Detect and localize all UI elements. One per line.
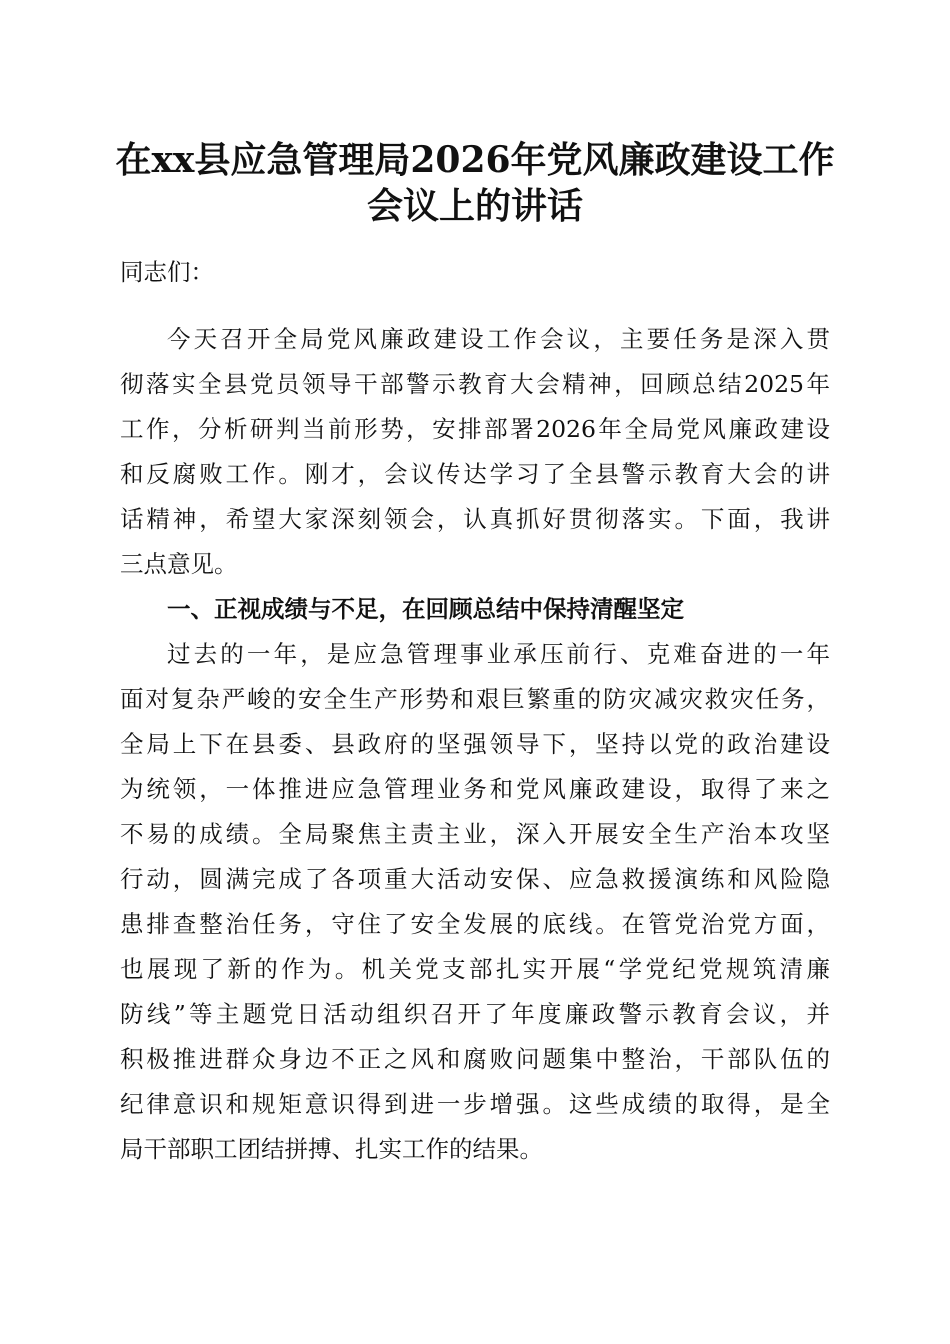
salutation: 同志们： xyxy=(120,258,214,286)
paragraph-1-line: 和反腐败工作。刚才，会议传达学习了全县警示教育大会的讲 xyxy=(120,460,830,488)
paragraph-2-line: 为统领，一体推进应急管理业务和党风廉政建设，取得了来之 xyxy=(120,775,830,803)
paragraph-1-line: 三点意见。 xyxy=(120,550,238,578)
paragraph-1-line: 工作，分析研判当前形势，安排部署2026年全局党风廉政建设 xyxy=(120,415,830,443)
paragraph-2-line: 局干部职工团结拼搏、扎实工作的结果。 xyxy=(120,1135,543,1163)
paragraph-2-line: 也展现了新的作为。机关党支部扎实开展“学党纪党规筑清廉 xyxy=(120,955,830,983)
document-title-line-2: 会议上的讲话 xyxy=(366,185,583,227)
paragraph-1-line: 彻落实全县党员领导干部警示教育大会精神，回顾总结2025年 xyxy=(120,370,830,398)
section-1-heading: 一、正视成绩与不足，在回顾总结中保持清醒坚定 xyxy=(167,595,684,623)
paragraph-2-line: 不易的成绩。全局聚焦主责主业，深入开展安全生产治本攻坚 xyxy=(120,820,830,848)
paragraph-2-line: 过去的一年，是应急管理事业承压前行、克难奋进的一年 xyxy=(167,640,830,668)
paragraph-2-line: 纪律意识和规矩意识得到进一步增强。这些成绩的取得，是全 xyxy=(120,1090,830,1118)
paragraph-1-line: 今天召开全局党风廉政建设工作会议，主要任务是深入贯 xyxy=(167,325,830,353)
paragraph-2-line: 行动，圆满完成了各项重大活动安保、应急救援演练和风险隐 xyxy=(120,865,830,893)
paragraph-1-line: 话精神，希望大家深刻领会，认真抓好贯彻落实。下面，我讲 xyxy=(120,505,830,533)
paragraph-2-line: 患排查整治任务，守住了安全发展的底线。在管党治党方面， xyxy=(120,910,830,938)
paragraph-2-line: 面对复杂严峻的安全生产形势和艰巨繁重的防灾减灾救灾任务， xyxy=(120,685,830,713)
paragraph-2-line: 积极推进群众身边不正之风和腐败问题集中整治，干部队伍的 xyxy=(120,1045,830,1073)
document-title-line-1: 在xx县应急管理局2026年党风廉政建设工作 xyxy=(115,139,835,181)
paragraph-2-line: 防线”等主题党日活动组织召开了年度廉政警示教育会议，并 xyxy=(120,1000,830,1028)
paragraph-2-line: 全局上下在县委、县政府的坚强领导下，坚持以党的政治建设 xyxy=(120,730,830,758)
